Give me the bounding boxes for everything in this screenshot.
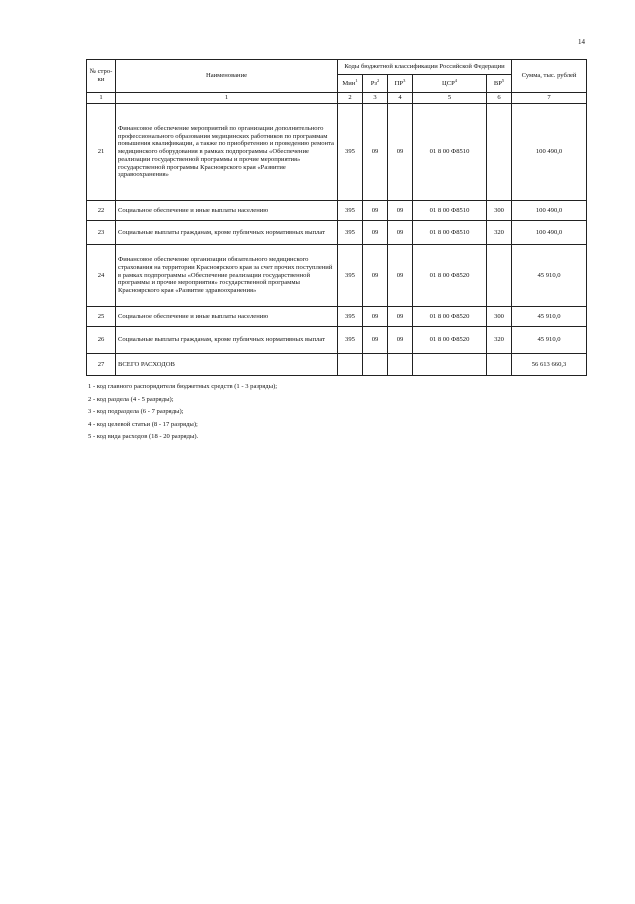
header-codes-group: Коды бюджетной классификации Российской Федерации [338,60,512,75]
column-numbers-row [87,93,587,104]
col-number: 1 [116,93,338,104]
row-name: Социальное обеспечение и иные выплаты населению [116,201,338,221]
row-name: Социальное обеспечение и иные выплаты населению [116,307,338,327]
row-sum: 100 490,0 [512,201,587,221]
row-pr: 09 [388,104,413,201]
table-row [87,245,587,307]
row-vr: 320 [487,327,512,354]
table-row [87,221,587,245]
footnotes [88,381,277,444]
row-no: 24 [87,245,116,307]
row-vr: 300 [487,307,512,327]
row-csr: 01 8 00 Ф8510 [413,221,487,245]
row-rz: 09 [363,245,388,307]
budget-table [86,59,587,376]
col-number: 2 [338,93,363,104]
footnote: 1 - код главного распорядителя бюджетных средств (1 - 3 разряды); [88,383,278,390]
table-row [87,327,587,354]
table-row [87,104,587,201]
empty-cell [487,354,512,376]
col-number: 3 [363,93,388,104]
row-min: 395 [338,245,363,307]
header-vr: $ВР^5$ [487,75,512,93]
row-pr: 09 [388,201,413,221]
row-sum: 45 910,0 [512,245,587,307]
row-name: Финансовое обеспечение организации обязательного медицинского страхования на территории Красноярского края за счет прочих поступлений в рамках подпрограммы «Обеспечение реализации государственной программы и прочие мероприятия» государственной программы Красноярского края «Развитие здравоохранения» [116,245,338,307]
row-vr: 300 [487,201,512,221]
total-label: ВСЕГО РАСХОДОВ [116,354,338,376]
row-pr: 09 [388,221,413,245]
total-row-no: 27 [87,354,116,376]
row-sum: 100 490,0 [512,104,587,201]
row-no: 22 [87,201,116,221]
col-number: 1 [87,93,116,104]
footnote: 4 - код целевой статьи (8 - 17 разряды); [88,420,198,428]
row-name: Финансовое обеспечение мероприятий по организации дополнительного профессионального образования медицинских работников по программам повышения квалификации, а также по приобретению и проведению ремонта медицинского оборудования в рамках подпрограммы «Обеспечение реализации государственной программы и прочие мероприятия» государственной программы Красноярского края «Развитие здравоохранения» [116,104,338,201]
col-number: 5 [413,93,487,104]
col-number: 4 [388,93,413,104]
row-name: Социальные выплаты гражданам, кроме публичных нормативных выплат [116,221,338,245]
row-pr: 09 [388,307,413,327]
total-sum: 56 613 660,3 [512,354,587,376]
total-row [87,354,587,376]
row-rz: 09 [363,201,388,221]
row-no: 26 [87,327,116,354]
col-number: 6 [487,93,512,104]
row-csr: 01 8 00 Ф8520 [413,327,487,354]
row-sum: 45 910,0 [512,327,587,354]
row-no: 25 [87,307,116,327]
row-rz: 09 [363,221,388,245]
header-sum: Сумма, тыс. рублей [512,60,587,93]
row-name: Социальные выплаты гражданам, кроме публичных нормативных выплат [116,327,338,354]
row-rz: 09 [363,327,388,354]
row-rz: 09 [363,104,388,201]
empty-cell [413,354,487,376]
row-min: 395 [338,104,363,201]
row-csr: 01 8 00 Ф8520 [413,245,487,307]
row-vr: 320 [487,221,512,245]
row-min: 395 [338,327,363,354]
row-pr: 09 [388,327,413,354]
header-rz: $Рз^2$ [363,75,388,93]
row-min: 395 [338,307,363,327]
row-pr: 09 [388,245,413,307]
page-number: 14 [578,38,585,46]
row-csr: 01 8 00 Ф8510 [413,104,487,201]
row-vr [487,104,512,201]
row-csr: 01 8 00 Ф8520 [413,307,487,327]
row-no: 21 [87,104,116,201]
row-csr: 01 8 00 Ф8510 [413,201,487,221]
header-min: Мин$^1$ [338,75,363,93]
empty-cell [338,354,363,376]
footnote: 5 - код вида расходов (18 - 20 разряды). [88,433,199,441]
empty-cell [363,354,388,376]
table-row [87,201,587,221]
row-vr [487,245,512,307]
row-no: 23 [87,221,116,245]
footnote: 3 - код подраздела (6 - 7 разряды); [88,408,184,416]
header-name: Наименование [116,60,338,93]
header-csr: ЦСР$^4$ [413,75,487,93]
row-min: 395 [338,221,363,245]
header-row-no: № стро-ки [87,60,116,93]
footnote: 2 - код раздела (4 - 5 разряды); [88,395,174,403]
row-min: 395 [338,201,363,221]
header-pr: $ПР^3$ [388,75,413,93]
empty-cell [388,354,413,376]
row-sum: 100 490,0 [512,221,587,245]
row-sum: 45 910,0 [512,307,587,327]
table-row [87,307,587,327]
col-number: 7 [512,93,587,104]
row-rz: 09 [363,307,388,327]
